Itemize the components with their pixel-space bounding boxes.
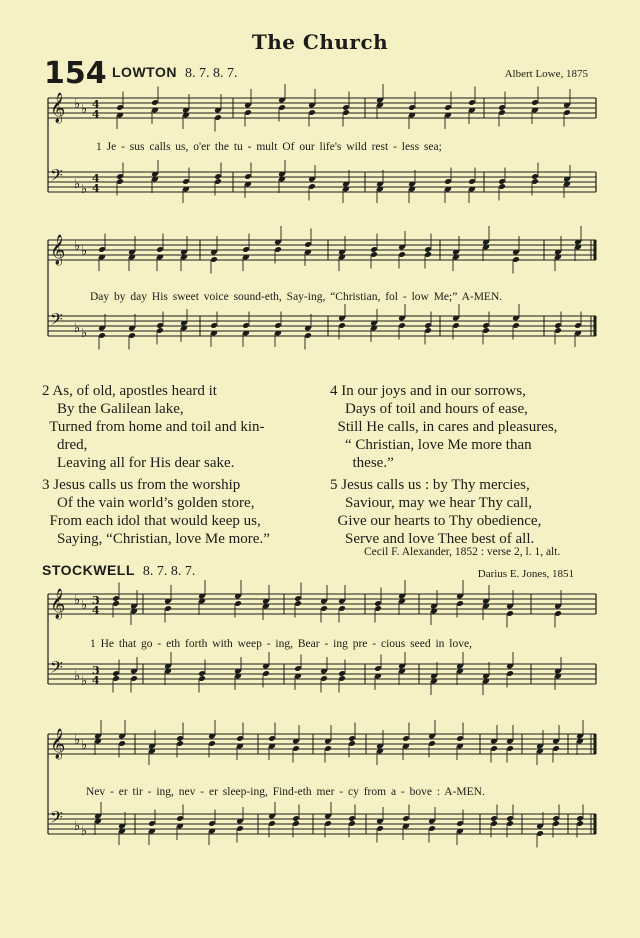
treble-clef-icon: 𝄞 <box>50 729 66 759</box>
time-signature: 3 <box>92 664 100 677</box>
hymn1-composer: Albert Lowe, 1875 <box>504 68 588 80</box>
flat-icon: ♭ <box>74 593 81 608</box>
hymn2-lyrics-line-1: 1 He that go - eth forth with weep - ing, Bear - ing pre - cious seed in love, <box>90 638 472 650</box>
time-signature: 4 <box>92 98 100 111</box>
verse-3: 3 Jesus calls us from the worship Of the vain world’s golden store, From each idol that would keep us, Saying, “Christian, love Me more.” <box>42 477 270 547</box>
time-signature: 4 <box>92 604 100 617</box>
flat-icon: ♭ <box>74 239 81 254</box>
flat-icon: ♭ <box>81 738 88 753</box>
flat-icon: ♭ <box>74 819 81 834</box>
hymn1-lyrics-line-1: 1 Je - sus calls us, o'er the tu - mult Of our life's wild rest - less sea; <box>96 141 442 153</box>
flat-icon: ♭ <box>74 669 81 684</box>
hymn2-tune-line <box>42 562 195 580</box>
hymn1-tune-line <box>112 64 237 82</box>
time-signature: 3 <box>92 594 100 607</box>
flat-icon: ♭ <box>74 97 81 112</box>
bass-clef-icon: 𝄢 <box>50 309 63 333</box>
flat-icon: ♭ <box>81 244 88 259</box>
hymn-number: 154 <box>44 56 107 91</box>
verse-5: 5 Jesus calls us : by Thy mercies, Saviour, may we hear Thy call, Give our hearts to Thy obedience, Serve and love Thee best of all. <box>330 477 542 547</box>
bass-clef-icon: 𝄢 <box>50 165 63 189</box>
treble-clef-icon: 𝄞 <box>50 93 66 123</box>
bass-clef-icon: 𝄢 <box>50 657 63 681</box>
hymn2-meter: 8. 7. 8. 7. <box>142 564 196 579</box>
time-signature: 4 <box>92 182 100 195</box>
flat-icon: ♭ <box>74 177 81 192</box>
page-title: The Church <box>251 30 389 54</box>
flat-icon: ♭ <box>74 321 81 336</box>
verse-4: 4 In our joys and in our sorrows, Days of toil and hours of ease, Still He calls, in cares and pleasures, “ Christian, love Me more than these.” <box>330 383 558 471</box>
time-signature: 4 <box>92 674 100 687</box>
flat-icon: ♭ <box>81 326 88 341</box>
flat-icon: ♭ <box>81 102 88 117</box>
hymn1-lyrics-line-2: Day by day His sweet voice sound-eth, Say-ing, “Christian, fol - low Me;” A-MEN. <box>90 291 503 303</box>
hymn2-composer: Darius E. Jones, 1851 <box>477 568 574 580</box>
time-signature: 4 <box>92 108 100 121</box>
treble-clef-icon: 𝄞 <box>50 589 66 619</box>
hymn1-meter: 8. 7. 8. 7. <box>184 66 238 81</box>
time-signature: 4 <box>92 172 100 185</box>
hymn1-system-1 <box>40 88 600 218</box>
flat-icon: ♭ <box>81 824 88 839</box>
bass-clef-icon: 𝄢 <box>50 807 63 831</box>
hymn2-lyrics-line-2: Nev - er tir - ing, nev - er sleep-ing, Find-eth mer - cy from a - bove : A-MEN. <box>86 786 485 798</box>
flat-icon: ♭ <box>81 674 88 689</box>
hymn2-tune-name: STOCKWELL <box>42 562 135 578</box>
hymn1-tune-name: LOWTON <box>112 64 177 80</box>
flat-icon: ♭ <box>74 733 81 748</box>
flat-icon: ♭ <box>81 598 88 613</box>
flat-icon: ♭ <box>81 182 88 197</box>
hymn1-attribution: Cecil F. Alexander, 1852 : verse 2, l. 1, alt. <box>364 546 561 558</box>
verse-2: 2 As, of old, apostles heard it By the Galilean lake, Turned from home and toil and kin- dred, Leaving all for His dear sake. <box>42 383 265 471</box>
treble-clef-icon: 𝄞 <box>50 235 66 265</box>
